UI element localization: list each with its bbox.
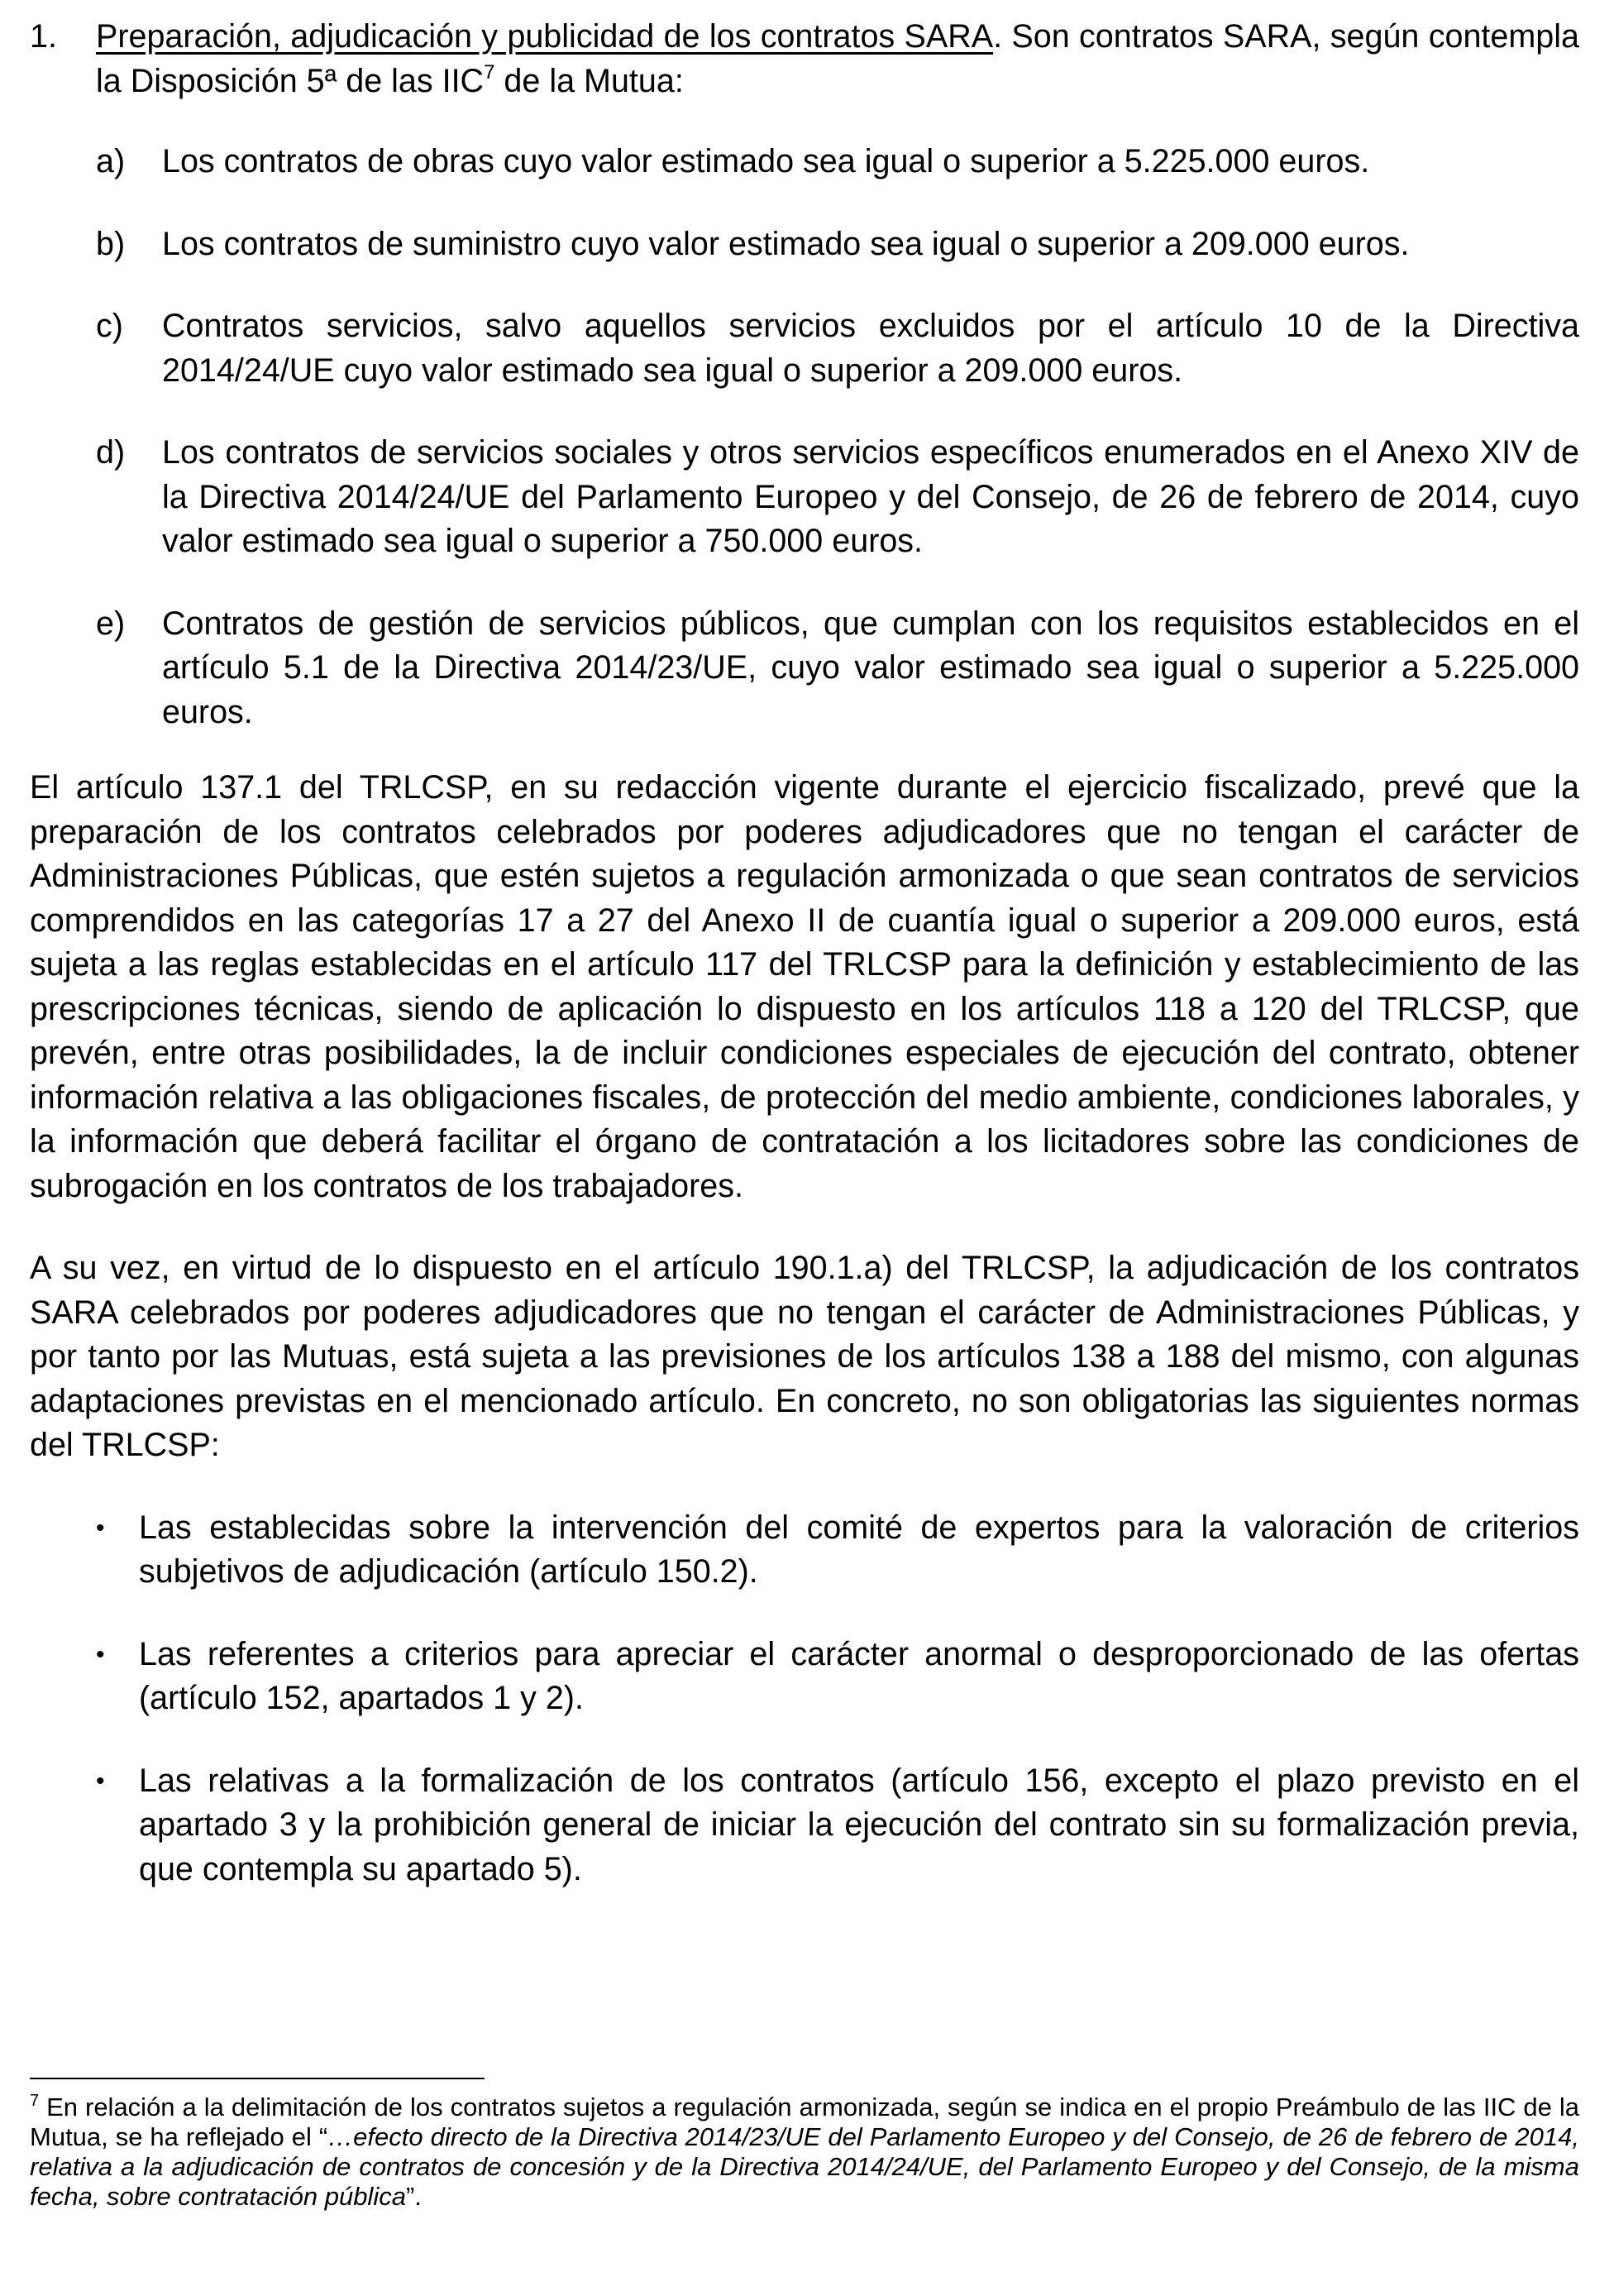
footnote-number: 7 xyxy=(30,2092,40,2110)
exemptions-list xyxy=(30,1506,1579,1892)
contract-types-list xyxy=(30,140,1579,734)
list-item xyxy=(30,304,1579,393)
list-item-text: Contratos servicios, salvo aquellos servicios excluidos por el artículo 10 de la Directiva 2014/24/UE cuyo valor estimado sea igual o superior a 209.000 euros. xyxy=(162,308,1579,389)
list-item-text: Los contratos de servicios sociales y otros servicios específicos enumerados en el Anexo XIV de la Directiva 2014/24/UE del Parlamento Europeo y del Consejo, de 26 de febrero de 2014, cuyo valor estimado sea igual o superior a 750.000 euros. xyxy=(162,434,1579,559)
bullet-item xyxy=(30,1759,1579,1892)
section-heading xyxy=(30,15,1579,103)
list-item-label: d) xyxy=(96,434,126,471)
footnote-separator xyxy=(30,2078,485,2079)
list-item xyxy=(30,222,1579,267)
list-item xyxy=(30,140,1579,184)
footnote-quote-end: ”. xyxy=(405,2182,422,2211)
list-item xyxy=(30,602,1579,735)
bullet-text: Las referentes a criterios para apreciar el carácter anormal o desproporcionado de las ofertas (artículo 152, apartados 1 y 2). xyxy=(139,1635,1579,1716)
list-item-label: e) xyxy=(96,605,126,642)
body-paragraph: A su vez, en virtud de lo dispuesto en el artículo 190.1.a) del TRLCSP, la adjudicación de los contratos SARA celebrados por poderes adjudicadores que no tengan el carácter de Administraciones Públicas, y por tanto por las Mutuas, está sujeta a las previsiones de los artículos 138 a 188 del mismo, con algunas adaptaciones previstas en el mencionado artículo. En concreto, no son obligatorias las siguientes normas del TRLCSP: xyxy=(30,1250,1579,1463)
footnote xyxy=(30,2093,1579,2212)
footnote-quote: …efecto directo de la Directiva 2014/23/UE del Parlamento Europeo y del Consejo, de 26 de febrero de 2014, relativa a la adjudicación de contratos de concesión y de la Directiva 2014/24/UE, del Parlamento Europeo y del Consejo, de la misma fecha, sobre contratación pública xyxy=(30,2122,1579,2211)
section-title: Preparación, adjudicación y publicidad de los contratos SARA xyxy=(96,18,994,55)
footnote-reference[interactable]: 7 xyxy=(484,60,495,84)
list-item-text: Contratos de gestión de servicios públicos, que cumplan con los requisitos establecidos en el artículo 5.1 de la Directiva 2014/23/UE, cuyo valor estimado sea igual o superior a 5.225.000 euros. xyxy=(162,605,1579,730)
bullet-text: Las relativas a la formalización de los contratos (artículo 156, excepto el plazo previsto en el apartado 3 y la prohibición general de iniciar la ejecución del contrato sin su formalización previa, que contempla su apartado 5). xyxy=(139,1762,1579,1887)
section-number: 1. xyxy=(30,18,57,55)
section-intro xyxy=(96,15,1579,103)
list-item-text: Los contratos de obras cuyo valor estimado sea igual o superior a 5.225.000 euros. xyxy=(162,143,1370,179)
bullet-item xyxy=(30,1633,1579,1721)
footnote-text: En relación a la delimitación de los contratos sujetos a regulación armonizada, según se indica en el propio Preámbulo de las IIC de la Mutua, se ha reflejado el “ xyxy=(30,2093,1579,2151)
bullet-icon: • xyxy=(96,1514,105,1542)
body-paragraph: El artículo 137.1 del TRLCSP, en su redacción vigente durante el ejercicio fiscalizado, prevé que la preparación de los contratos celebrados por poderes adjudicadores que no tengan el carácter de Administraciones Públicas, que estén sujetos a regulación armonizada o que sean contratos de servicios comprendidos en las categorías 17 a 27 del Anexo II de cuantía igual o superior a 209.000 euros, está sujeta a las reglas establecidas en el artículo 117 del TRLCSP para la definición y establecimiento de las prescripciones técnicas, siendo de aplicación lo dispuesto en los artículos 118 a 120 del TRLCSP, que prevén, entre otras posibilidades, la de incluir condiciones especiales de ejecución del contrato, obtener información relativa a las obligaciones fiscales, de protección del medio ambiente, condiciones laborales, y la información que deberá facilitar el órgano de contratación a los licitadores sobre las condiciones de subrogación en los contratos de los trabajadores. xyxy=(30,769,1579,1204)
document-page xyxy=(30,15,1579,1930)
section-intro-tail: de la Mutua: xyxy=(494,62,684,99)
section-intro-text: . Son contratos SARA, según contempla la Disposición 5ª de las IIC xyxy=(96,18,1579,99)
bullet-text: Las establecidas sobre la intervención del comité de expertos para la valoración de criterios subjetivos de adjudicación (artículo 150.2). xyxy=(139,1509,1579,1590)
bullet-item xyxy=(30,1506,1579,1595)
bullet-icon: • xyxy=(96,1640,105,1668)
list-item-label: b) xyxy=(96,225,126,262)
list-item-label: a) xyxy=(96,143,126,179)
list-item-label: c) xyxy=(96,308,123,344)
list-item-text: Los contratos de suministro cuyo valor estimado sea igual o superior a 209.000 euros. xyxy=(162,225,1410,262)
bullet-icon: • xyxy=(96,1767,105,1795)
list-item xyxy=(30,431,1579,564)
